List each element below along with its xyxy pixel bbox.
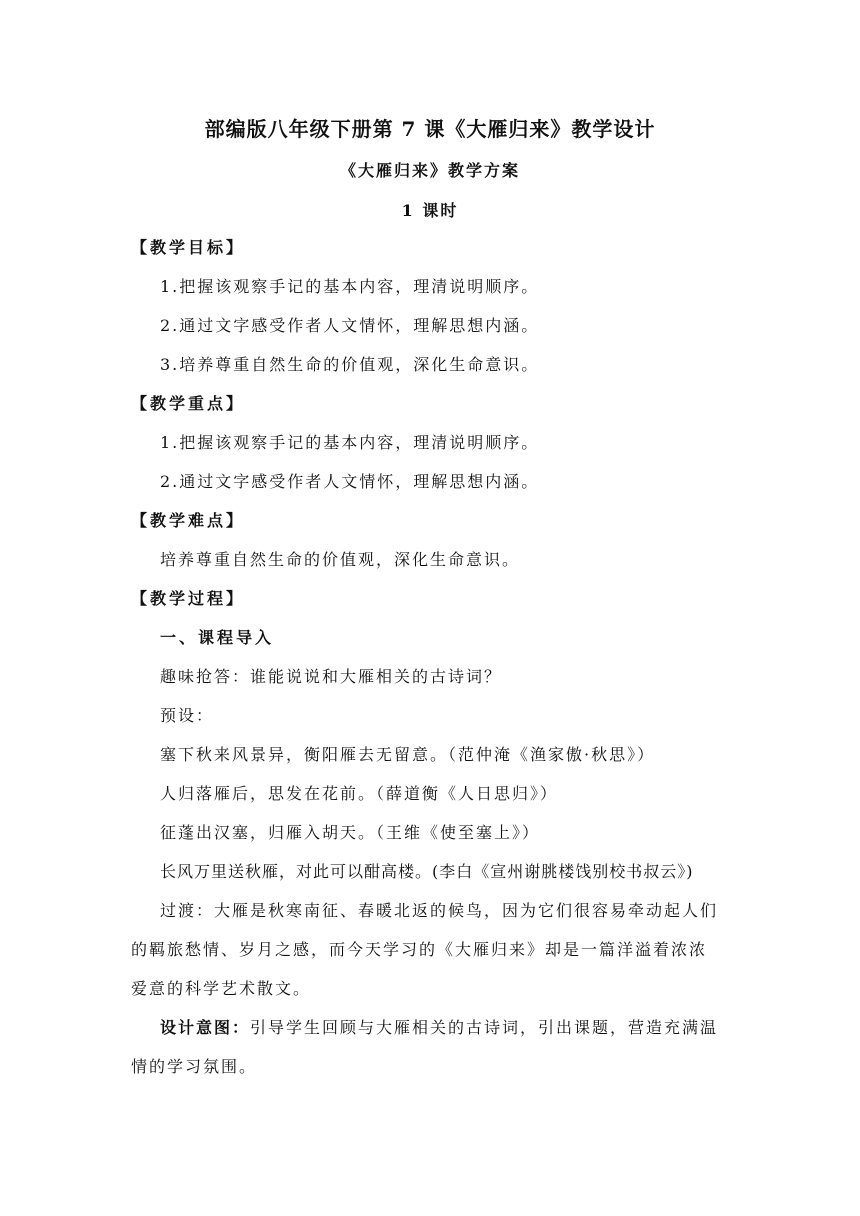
key-points-heading: 【教学重点】 bbox=[131, 394, 246, 413]
goals-heading: 【教学目标】 bbox=[131, 238, 246, 257]
design-intent-line: 情的学习氛围。 bbox=[131, 1057, 258, 1076]
key-point-item: 1.把握该观察手记的基本内容，理清说明顺序。 bbox=[160, 433, 540, 452]
difficulty-item: 培养尊重自然生命的价值观，深化生命意识。 bbox=[160, 550, 521, 569]
goal-item: 2.通过文字感受作者人文情怀，理解思想内涵。 bbox=[160, 316, 540, 335]
difficulties-heading: 【教学难点】 bbox=[131, 511, 246, 530]
document-subtitle: 《大雁归来》教学方案 bbox=[339, 161, 520, 180]
document-title: 部编版八年级下册第 7 课《大雁归来》教学设计 bbox=[204, 117, 656, 141]
design-intent-line bbox=[160, 1018, 718, 1038]
poem-line: 长风万里送秋雁，对此可以酣高楼。(李白《宣州谢朓楼饯别校书叔云》) bbox=[160, 862, 694, 881]
class-period: 1 课时 bbox=[401, 201, 459, 220]
goal-item: 1.把握该观察手记的基本内容，理清说明顺序。 bbox=[160, 277, 540, 296]
quiz-question: 趣味抢答：谁能说说和大雁相关的古诗词？ bbox=[160, 667, 503, 686]
poem-line: 征蓬出汉塞，归雁入胡天。（王维《使至塞上》） bbox=[160, 823, 541, 842]
poem-line: 塞下秋来风景异，衡阳雁去无留意。（范仲淹《渔家傲·秋思》） bbox=[160, 745, 656, 764]
poem-line: 人归落雁后，思发在花前。（薛道衡《人日思归》） bbox=[160, 784, 559, 803]
process-heading: 【教学过程】 bbox=[131, 589, 246, 608]
key-point-item: 2.通过文字感受作者人文情怀，理解思想内涵。 bbox=[160, 472, 540, 491]
transition-line: 的羁旅愁情、岁月之感，而今天学习的《大雁归来》却是一篇洋溢着浓浓 bbox=[131, 940, 708, 959]
transition-line: 爱意的科学艺术散文。 bbox=[131, 979, 312, 998]
goal-item: 3.培养尊重自然生命的价值观，深化生命意识。 bbox=[160, 355, 540, 374]
section-intro-heading: 一、课程导入 bbox=[160, 628, 275, 647]
preset-label: 预设： bbox=[160, 706, 215, 725]
design-intent-label: 设计意图： bbox=[160, 1018, 251, 1037]
design-intent-text: 引导学生回顾与大雁相关的古诗词，引出课题，营造充满温 bbox=[250, 1018, 719, 1037]
transition-line: 过渡：大雁是秋寒南征、春暖北返的候鸟，因为它们很容易牵动起人们 bbox=[160, 901, 719, 920]
